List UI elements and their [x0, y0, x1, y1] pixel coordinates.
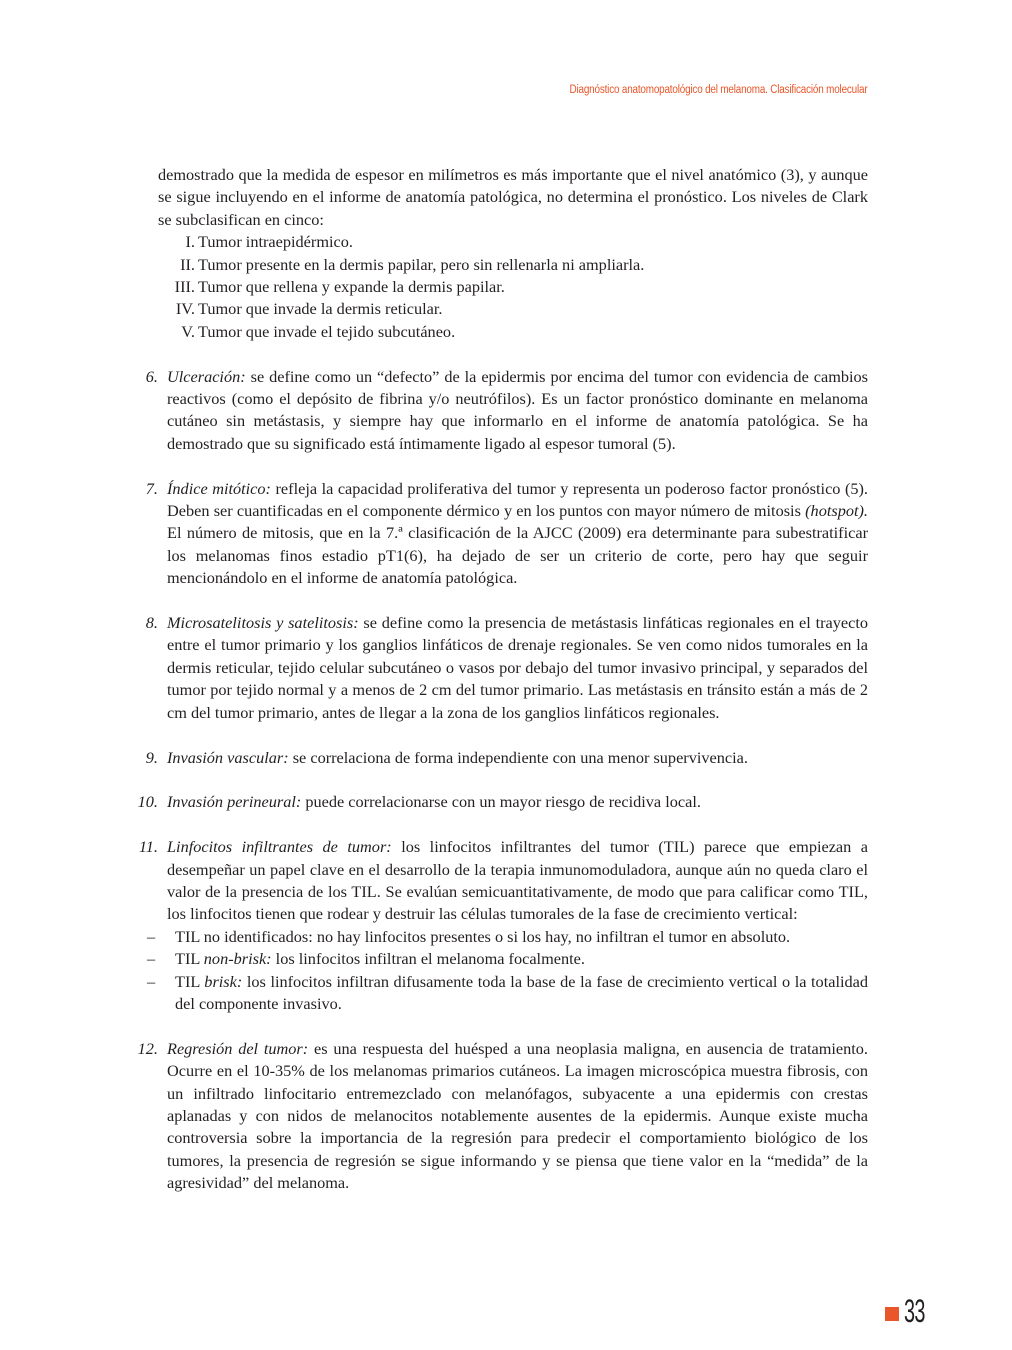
item-indice-mitotico	[145, 478, 869, 590]
list-item-prefix: TIL	[175, 949, 204, 969]
page-number: 33	[904, 1293, 925, 1329]
list-item-text: Tumor que invade la dermis reticular.	[198, 299, 443, 319]
item-text: refleja la capacidad proliferativa del tumor y representa un poderoso factor pronóstico (5). Deben ser cuantificadas en el componente dérmico y en los puntos con mayor número de mitosis	[167, 478, 869, 521]
running-header: Diagnóstico anatomopatológico del melanoma. Clasificación molecular	[569, 84, 867, 96]
page-body	[137, 164, 869, 1195]
list-item-text: Tumor intraepidérmico.	[198, 232, 353, 252]
item-ulceracion	[145, 366, 868, 456]
list-item-term: non-brisk:	[203, 949, 272, 969]
list-item-text: TIL no identificados: no hay linfocitos presentes o si los hay, no infiltran el tumor en absoluto.	[175, 926, 791, 946]
item-invasion-perineural	[137, 791, 868, 813]
item-term: Invasión perineural:	[167, 792, 302, 812]
list-item-text: Tumor que rellena y expande la dermis papilar.	[198, 277, 505, 297]
list-item-number: IV.	[175, 299, 195, 319]
item-number: 9.	[145, 747, 158, 767]
til-bullet-list	[147, 926, 868, 1016]
item-term: Linfocitos infiltrantes de tumor:	[167, 837, 392, 857]
item-regresion	[137, 1038, 869, 1195]
list-item	[158, 231, 868, 253]
list-item-text: los linfocitos infiltran difusamente toda la base de la fase de crecimiento vertical o la totalidad del componente invasivo.	[175, 971, 869, 1013]
item-term: Invasión vascular:	[167, 747, 289, 767]
item-term: Microsatelitosis y satelitosis:	[167, 613, 359, 633]
item-microsatelitosis	[145, 612, 868, 724]
list-item	[147, 971, 868, 1016]
list-item-number: V.	[181, 321, 195, 341]
item-number: 6.	[145, 366, 158, 386]
item-text: se correlaciona de forma independiente con una menor supervivencia.	[288, 747, 748, 767]
item-number: 12.	[137, 1038, 158, 1058]
item-text-continued: El número de mitosis, que en la 7.ª clasificación de la AJCC (2009) era determinante para subestratificar los melanomas finos estadio pT1(6), ha dejado de ser un criterio de corte, pero hay que seguir mencionándolo en el informe de anatomía patológica.	[167, 523, 868, 588]
list-item-prefix: TIL	[175, 971, 205, 991]
item-linfocitos-til	[138, 836, 869, 1015]
item-number: 11.	[138, 837, 158, 857]
item-text: es una respuesta del huésped a una neoplasia maligna, en ausencia de tratamiento. Ocurre en el 10-35% de los melanomas primarios cutáneos. La imagen microscópica muestra fibrosis, con un infiltrado linfocitario entremezclado con melanófagos, subyacente a una epidermis con crestas aplanadas y con nidos de melanocitos notablemente ausentes de la epidermis. Aunque existe mucha controversia sobre la importancia de la regresión para predecir el comportamiento biológico de los tumores, la presencia de regresión se sigue informando y se piensa que tiene valor en la “medida” de la agresividad” del melanoma.	[167, 1038, 869, 1193]
clark-levels-list	[158, 231, 868, 343]
list-item-text: Tumor presente en la dermis papilar, pero sin rellenarla ni ampliarla.	[198, 254, 645, 274]
list-item	[158, 321, 868, 343]
list-item-term: brisk:	[204, 971, 243, 991]
item-italic-hotspot: (hotspot).	[805, 501, 868, 521]
item-text: los linfocitos infiltrantes del tumor (TIL) parece que empiezan a desempeñar un papel clave en el desarrollo de la terapia inmunomoduladora, aunque aún no queda claro el valor de la presencia de los TIL. Se evalúan semicuantitativamente, de modo que para calificar como TIL, los linfocitos tienen que rodear y destruir las células tumorales de la fase de crecimiento vertical:	[167, 837, 869, 924]
item-text: puede correlacionarse con un mayor riesgo de recidiva local.	[301, 792, 701, 812]
list-item-number: III.	[174, 277, 195, 297]
square-marker-icon	[885, 1307, 899, 1321]
dash-marker: –	[147, 949, 156, 969]
list-item	[158, 254, 868, 276]
item-number: 8.	[145, 613, 158, 633]
item-term: Ulceración:	[167, 366, 246, 386]
list-item	[158, 276, 868, 298]
list-item	[147, 948, 868, 970]
list-item-number: II.	[180, 254, 195, 274]
list-item-text: Tumor que invade el tejido subcutáneo.	[198, 321, 456, 341]
list-item-text: los linfocitos infiltran el melanoma focalmente.	[271, 949, 585, 969]
dash-marker: –	[147, 926, 156, 946]
item-invasion-vascular	[145, 747, 868, 769]
list-item	[158, 298, 868, 320]
page-footer	[885, 1293, 930, 1330]
item-number: 10.	[137, 792, 158, 812]
item-text: se define como la presencia de metástasis linfáticas regionales en el trayecto entre el tumor primario y los ganglios linfáticos de drenaje regionales. Se ven como nidos tumorales en la dermis reticular, tejido celular subcutáneo o vasos por debajo del tumor invasivo principal, y separados del tumor por tejido normal y a menos de 2 cm del tumor primario. Las metástasis en tránsito están a más de 2 cm del tumor primario, antes de llegar a la zona de los ganglios linfáticos regionales.	[167, 613, 868, 722]
item-term: Índice mitótico:	[167, 478, 271, 498]
item-text: se define como un “defecto” de la epidermis por encima del tumor con evidencia de cambios reactivos (como el depósito de fibrina y/o neutrófilos). Es un factor pronóstico dominante en melanoma cutáneo sin metástasis, y siempre hay que informarlo en el informe de anatomía patológica. Se ha demostrado que su significado está íntimamente ligado al espesor tumoral (5).	[167, 366, 868, 453]
dash-marker: –	[147, 971, 156, 991]
list-item-number: I.	[185, 232, 195, 252]
list-item	[147, 926, 868, 948]
item-number: 7.	[145, 478, 158, 498]
item-term: Regresión del tumor:	[167, 1038, 309, 1058]
intro-paragraph: demostrado que la medida de espesor en milímetros es más importante que el nivel anatómico (3), y aunque se sigue incluyendo en el informe de anatomía patológica, no determina el pronóstico. Los niveles de Clark se subclasifican en cinco:	[158, 165, 868, 229]
